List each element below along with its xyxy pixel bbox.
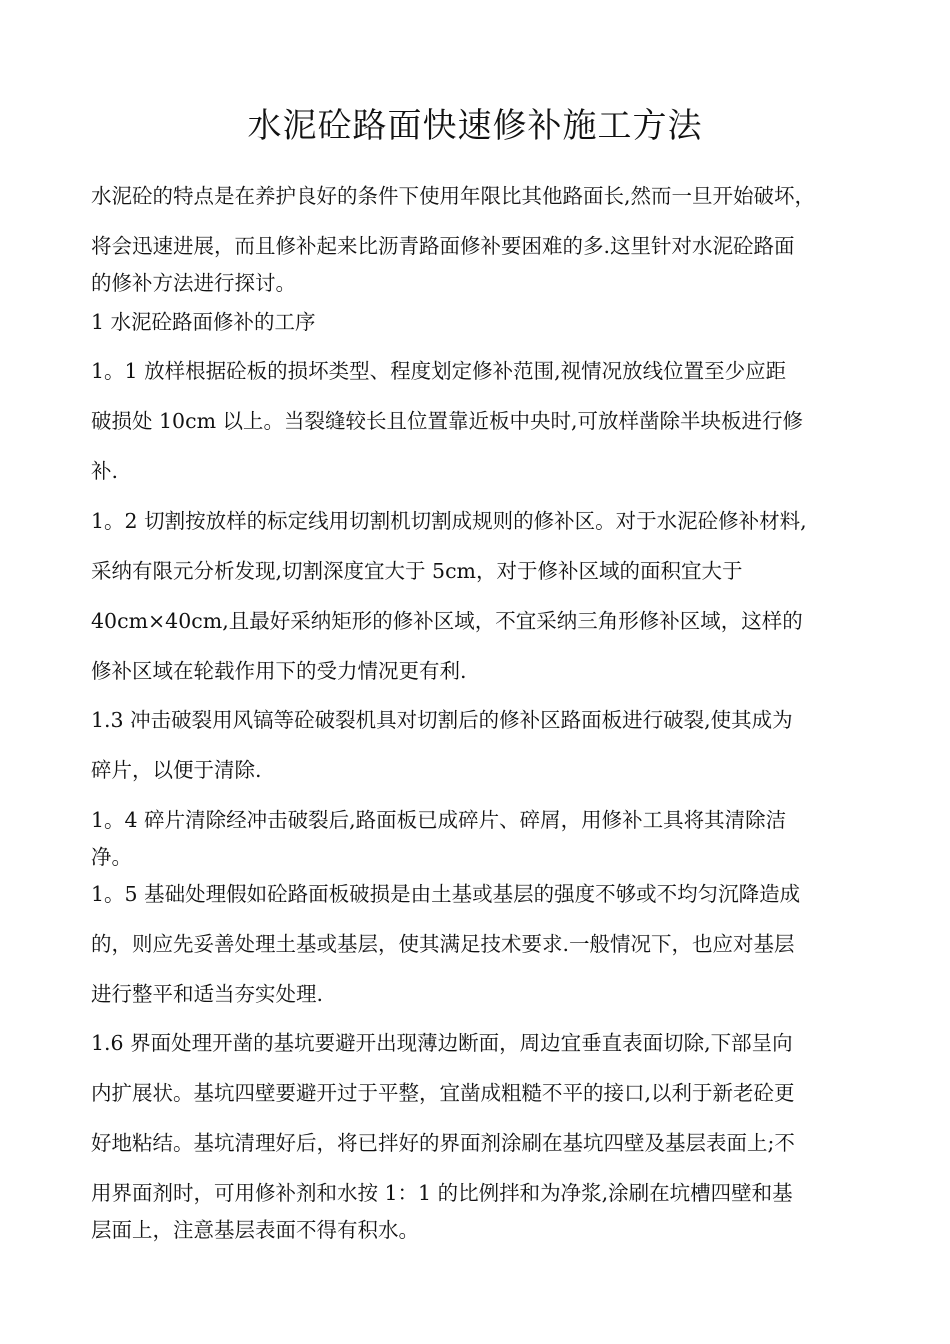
- text-line: 水泥砼的特点是在养护良好的条件下使用年限比其他路面长,然而一旦开始破坏，: [91, 184, 816, 208]
- text-line: 破损处 10cm 以上。当裂缝较长且位置靠近板中央时,可放样凿除半块板进行修: [91, 409, 804, 433]
- text-line: 修补区域在轮载作用下的受力情况更有利.: [91, 659, 467, 683]
- text-line: 的修补方法进行探讨。: [91, 271, 296, 295]
- text-line: 1.6 界面处理开凿的基坑要避开出现薄边断面，周边宜垂直表面切除,下部呈向: [91, 1031, 793, 1055]
- text-line: 将会迅速进展，而且修补起来比沥青路面修补要困难的多.这里针对水泥砼路面: [91, 234, 795, 258]
- text-line: 1。4 碎片清除经冲击破裂后,路面板已成碎片、碎屑，用修补工具将其清除洁: [91, 808, 787, 832]
- text-line: 净。: [91, 845, 132, 869]
- text-line: 碎片，以便于清除.: [91, 758, 262, 782]
- text-line: 40cm×40cm,且最好采纳矩形的修补区域，不宜采纳三角形修补区域，这样的: [91, 609, 803, 633]
- document-title: 水泥砼路面快速修补施工方法: [247, 106, 703, 146]
- text-line: 1.3 冲击破裂用风镐等砼破裂机具对切割后的修补区路面板进行破裂,使其成为: [91, 708, 793, 732]
- section-heading: 1 水泥砼路面修补的工序: [91, 310, 316, 334]
- text-line: 补.: [91, 459, 119, 483]
- text-line: 内扩展状。基坑四壁要避开过于平整，宜凿成粗糙不平的接口,以利于新老砼更: [91, 1081, 795, 1105]
- text-line: 用界面剂时，可用修补剂和水按 1：1 的比例拌和为净浆,涂刷在坑槽四壁和基: [91, 1181, 793, 1205]
- text-line: 1。2 切割按放样的标定线用切割机切割成规则的修补区。对于水泥砼修补材料,: [91, 509, 807, 533]
- text-line: 采纳有限元分析发现,切割深度宜大于 5cm，对于修补区域的面积宜大于: [91, 559, 743, 583]
- text-line: 1。5 基础处理假如砼路面板破损是由土基或基层的强度不够或不均匀沉降造成: [91, 882, 801, 906]
- text-line: 的，则应先妥善处理土基或基层，使其满足技术要求.一般情况下，也应对基层: [91, 932, 795, 956]
- text-line: 进行整平和适当夯实处理.: [91, 982, 324, 1006]
- text-line: 1。1 放样根据砼板的损坏类型、程度划定修补范围,视情况放线位置至少应距: [91, 359, 787, 383]
- text-line: 好地粘结。基坑清理好后，将已拌好的界面剂涂刷在基坑四壁及基层表面上;不: [91, 1131, 795, 1155]
- text-line: 层面上，注意基层表面不得有积水。: [91, 1218, 419, 1242]
